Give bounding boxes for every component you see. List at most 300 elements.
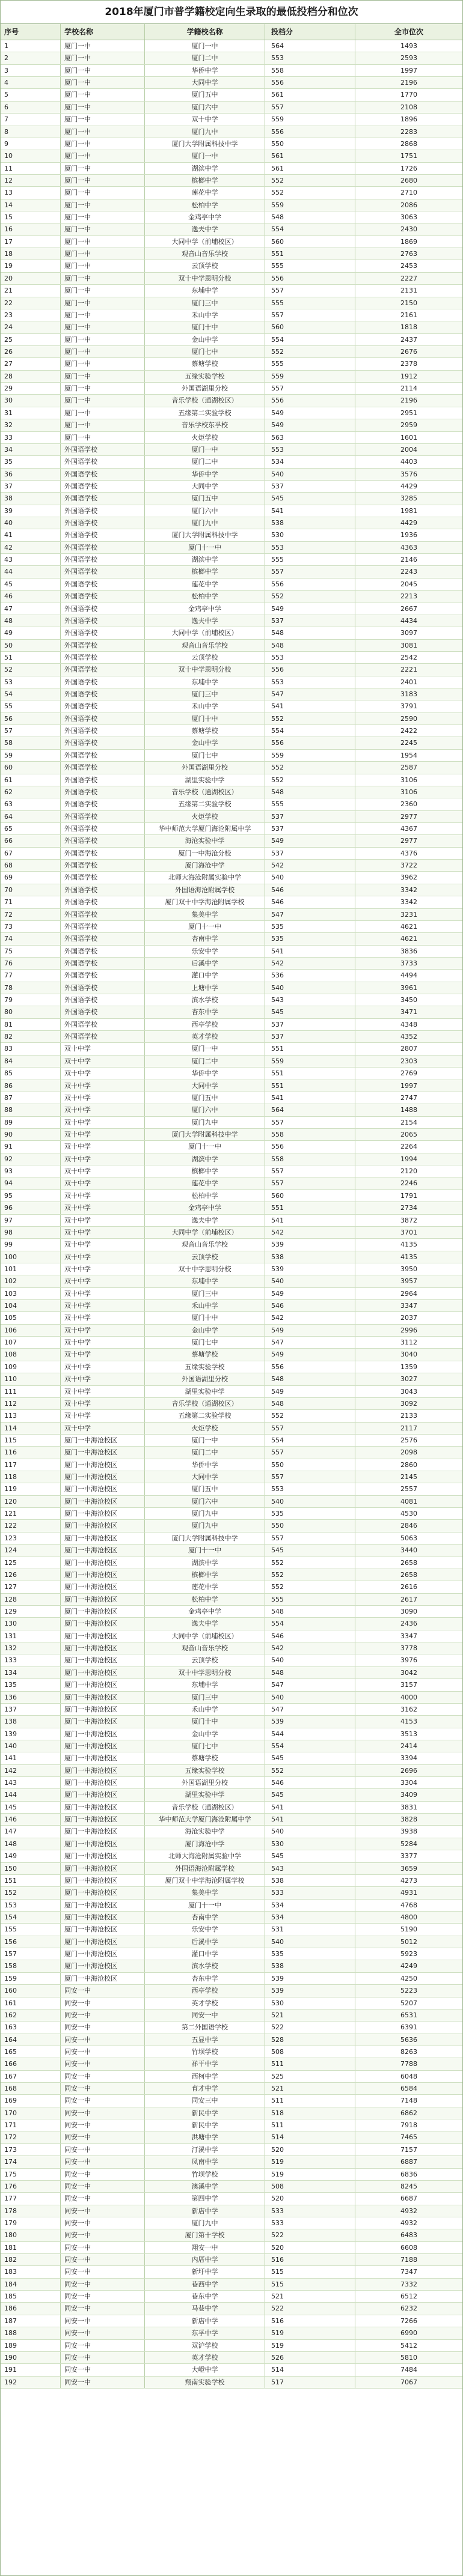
table-row (1, 591, 462, 603)
row-school: 外国语学校 (61, 456, 145, 467)
row-rank: 4273 (400, 1876, 417, 1885)
row-rank: 6531 (400, 2011, 417, 2019)
row-registered-school: 大同中学 (145, 481, 265, 492)
row-registered-school: 金鸡亭中学 (145, 1606, 265, 1617)
row-rank: 3440 (400, 1546, 417, 1555)
row-score: 553 (265, 676, 355, 688)
table-row (1, 872, 462, 884)
row-index: 71 (1, 896, 61, 908)
row-school: 厦门一中海沧校区 (61, 1887, 145, 1898)
row-index: 69 (1, 872, 61, 883)
row-school: 外国语学校 (61, 811, 145, 822)
row-registered-school: 音乐学校（通湖校区） (145, 786, 265, 798)
row-rank: 4403 (400, 458, 417, 466)
row-school: 厦门一中 (61, 223, 145, 235)
row-school: 厦门一中 (61, 211, 145, 223)
row-registered-school: 厦门一中 (145, 444, 265, 455)
table-row (1, 493, 462, 505)
row-index: 165 (1, 2046, 61, 2058)
row-rank: 3097 (400, 629, 417, 637)
row-index: 93 (1, 1165, 61, 1177)
row-score: 556 (265, 664, 355, 675)
row-school: 外国语学校 (61, 994, 145, 1006)
row-index: 97 (1, 1215, 61, 1226)
table-row (1, 1850, 462, 1862)
row-index: 86 (1, 1080, 61, 1092)
row-index: 121 (1, 1508, 61, 1519)
row-registered-school: 厦门双十中学海沧附属学校 (145, 896, 265, 908)
row-registered-school: 厦门一中海沧分校 (145, 848, 265, 859)
row-index: 118 (1, 1471, 61, 1483)
row-score: 515 (265, 2279, 355, 2290)
row-index: 120 (1, 1496, 61, 1507)
row-school: 厦门一中海沧校区 (61, 1545, 145, 1556)
row-index: 99 (1, 1239, 61, 1250)
col-header-school: 学校名称 (61, 24, 145, 40)
row-school: 双十中学 (61, 1165, 145, 1177)
row-score: 557 (265, 566, 355, 577)
row-registered-school: 厦门大学附属科技中学 (145, 529, 265, 541)
row-school: 外国语学校 (61, 860, 145, 871)
row-index: 70 (1, 884, 61, 896)
table-row (1, 994, 462, 1006)
row-score: 540 (265, 1826, 355, 1837)
row-rank: 2616 (400, 1583, 417, 1591)
row-registered-school: 音乐学校（通湖校区） (145, 1802, 265, 1813)
row-registered-school: 厦门二中 (145, 52, 265, 64)
row-rank: 2221 (400, 666, 417, 674)
table-row (1, 2377, 462, 2389)
row-rank: 1601 (400, 433, 417, 442)
row-score: 514 (265, 2364, 355, 2375)
row-school: 外国语学校 (61, 529, 145, 541)
row-registered-school: 湖滨中学 (145, 1153, 265, 1165)
row-score: 552 (265, 713, 355, 724)
table-row (1, 371, 462, 383)
row-school: 厦门一中海沧校区 (61, 1667, 145, 1678)
row-school: 厦门一中 (61, 199, 145, 211)
row-rank: 5810 (400, 2353, 417, 2362)
row-score: 542 (265, 958, 355, 969)
table-row (1, 1606, 462, 1618)
row-rank: 4530 (400, 1510, 417, 1518)
row-rank: 2245 (400, 739, 417, 747)
row-registered-school: 厦门三中 (145, 1692, 265, 1703)
row-index: 52 (1, 664, 61, 675)
row-score: 540 (265, 1936, 355, 1948)
row-school: 外国语学校 (61, 700, 145, 712)
row-rank: 4081 (400, 1497, 417, 1505)
row-rank: 7332 (400, 2280, 417, 2288)
row-index: 100 (1, 1251, 61, 1263)
row-registered-school: 新圩中学 (145, 2266, 265, 2277)
row-school: 同安一中 (61, 2254, 145, 2265)
row-registered-school: 大同中学（前埔校区） (145, 627, 265, 639)
table-row (1, 750, 462, 762)
row-index: 2 (1, 52, 61, 64)
row-rank: 2131 (400, 287, 417, 295)
row-score: 545 (265, 1850, 355, 1862)
row-school: 双十中学 (61, 1068, 145, 1079)
table-row (1, 835, 462, 847)
row-school: 外国语学校 (61, 896, 145, 908)
row-school: 同安一中 (61, 1997, 145, 2009)
row-score: 558 (265, 1153, 355, 1165)
row-registered-school: 翔南实验学校 (145, 2377, 265, 2388)
row-rank: 2868 (400, 139, 417, 148)
row-registered-school: 集美中学 (145, 1887, 265, 1898)
row-rank: 7067 (400, 2378, 417, 2386)
row-score: 555 (265, 1594, 355, 1605)
row-index: 18 (1, 248, 61, 260)
table-row (1, 529, 462, 541)
row-registered-school: 杏南中学 (145, 933, 265, 944)
row-rank: 3701 (400, 1228, 417, 1236)
row-index: 72 (1, 909, 61, 920)
table-row (1, 456, 462, 468)
row-index: 77 (1, 970, 61, 981)
row-score: 548 (265, 1606, 355, 1617)
row-rank: 1997 (400, 66, 417, 74)
row-rank: 2430 (400, 225, 417, 234)
row-registered-school: 松柏中学 (145, 591, 265, 602)
row-rank: 2283 (400, 127, 417, 136)
row-registered-school: 祥平中学 (145, 2058, 265, 2070)
row-registered-school: 厦门十一中 (145, 542, 265, 553)
row-score: 554 (265, 223, 355, 235)
row-school: 厦门一中 (61, 309, 145, 321)
table-row (1, 1483, 462, 1495)
row-index: 89 (1, 1117, 61, 1128)
row-index: 44 (1, 566, 61, 577)
table-row (1, 1740, 462, 1752)
row-rank: 6048 (400, 2072, 417, 2080)
table-row (1, 2217, 462, 2229)
row-rank: 2734 (400, 1204, 417, 1212)
row-score: 540 (265, 982, 355, 994)
table-row (1, 114, 462, 126)
row-school: 同安一中 (61, 2083, 145, 2094)
row-school: 外国语学校 (61, 946, 145, 957)
row-rank: 2959 (400, 421, 417, 430)
row-score: 556 (265, 126, 355, 138)
table-row (1, 1312, 462, 1324)
row-registered-school: 湖滨中学 (145, 1557, 265, 1569)
row-score: 528 (265, 2034, 355, 2046)
row-school: 厦门一中海沧校区 (61, 1654, 145, 1666)
row-registered-school: 厦门五中 (145, 1092, 265, 1104)
table-row (1, 1423, 462, 1435)
row-registered-school: 厦门十一中 (145, 1545, 265, 1556)
table-row (1, 163, 462, 175)
row-registered-school: 金鸡亭中学 (145, 1202, 265, 1214)
row-rank: 3976 (400, 1656, 417, 1665)
row-rank: 4621 (400, 922, 417, 931)
row-rank: 3042 (400, 1668, 417, 1677)
table-row (1, 1545, 462, 1557)
row-score: 517 (265, 2377, 355, 2388)
row-index: 33 (1, 432, 61, 443)
table-row (1, 1679, 462, 1691)
row-school: 双十中学 (61, 1202, 145, 1214)
row-school: 双十中学 (61, 1251, 145, 1263)
row-registered-school: 禾山中学 (145, 1300, 265, 1311)
row-index: 35 (1, 456, 61, 467)
row-school: 同安一中 (61, 2009, 145, 2021)
row-index: 178 (1, 2205, 61, 2217)
table-row (1, 615, 462, 627)
row-registered-school: 双十中学思明分校 (145, 1263, 265, 1275)
row-score: 553 (265, 1483, 355, 1495)
row-index: 38 (1, 493, 61, 504)
row-index: 57 (1, 725, 61, 737)
row-score: 549 (265, 1386, 355, 1397)
row-score: 534 (265, 456, 355, 467)
row-school: 厦门一中 (61, 65, 145, 76)
row-school: 厦门一中海沧校区 (61, 1594, 145, 1605)
row-index: 1 (1, 40, 61, 52)
row-registered-school: 西亭学校 (145, 1985, 265, 1996)
row-rank: 4135 (400, 1241, 417, 1249)
row-score: 514 (265, 2131, 355, 2143)
table-row (1, 1569, 462, 1581)
row-school: 外国语学校 (61, 774, 145, 786)
table-row (1, 2046, 462, 2058)
row-registered-school: 同安三中 (145, 2095, 265, 2106)
row-score: 543 (265, 1863, 355, 1874)
row-registered-school: 凤南中学 (145, 2156, 265, 2167)
row-index: 144 (1, 1789, 61, 1800)
row-rank: 6608 (400, 2243, 417, 2252)
row-index: 11 (1, 163, 61, 174)
row-score: 530 (265, 1838, 355, 1850)
row-rank: 5223 (400, 1987, 417, 1995)
row-score: 548 (265, 211, 355, 223)
row-score: 545 (265, 1006, 355, 1018)
row-index: 172 (1, 2131, 61, 2143)
row-index: 75 (1, 946, 61, 957)
row-rank: 4494 (400, 971, 417, 980)
table-row (1, 1789, 462, 1801)
row-index: 90 (1, 1129, 61, 1140)
row-registered-school: 厦门十中 (145, 321, 265, 333)
row-index: 177 (1, 2193, 61, 2204)
row-school: 同安一中 (61, 1985, 145, 1996)
row-school: 同安一中 (61, 2364, 145, 2375)
table-row (1, 1325, 462, 1337)
row-school: 外国语学校 (61, 652, 145, 663)
table-row (1, 2083, 462, 2095)
row-rank: 2658 (400, 1558, 417, 1567)
row-score: 519 (265, 2156, 355, 2167)
row-score: 545 (265, 1752, 355, 1764)
row-school: 厦门一中 (61, 52, 145, 64)
row-index: 30 (1, 395, 61, 406)
row-school: 同安一中 (61, 2022, 145, 2033)
row-registered-school: 竹坝学校 (145, 2046, 265, 2058)
row-school: 厦门一中海沧校区 (61, 1618, 145, 1629)
row-school: 厦门一中 (61, 187, 145, 198)
row-school: 双十中学 (61, 1300, 145, 1311)
row-rank: 7918 (400, 2121, 417, 2130)
row-score: 557 (265, 309, 355, 321)
row-index: 84 (1, 1056, 61, 1067)
row-score: 551 (265, 1043, 355, 1054)
row-school: 外国语学校 (61, 970, 145, 981)
row-registered-school: 华侨中学 (145, 1459, 265, 1471)
row-registered-school: 蔡塘学校 (145, 725, 265, 737)
row-score: 544 (265, 1728, 355, 1740)
row-index: 148 (1, 1838, 61, 1850)
row-rank: 3063 (400, 213, 417, 222)
row-registered-school: 云顶学校 (145, 260, 265, 272)
row-registered-school: 厦门二中 (145, 456, 265, 467)
table-row (1, 1496, 462, 1508)
row-score: 547 (265, 1704, 355, 1715)
row-registered-school: 杏东中学 (145, 1973, 265, 1984)
row-index: 76 (1, 958, 61, 969)
row-score: 547 (265, 909, 355, 920)
row-rank: 8245 (400, 2182, 417, 2190)
row-rank: 2045 (400, 580, 417, 588)
table-row (1, 1117, 462, 1129)
table-row (1, 1447, 462, 1459)
table-row (1, 1435, 462, 1447)
row-school: 同安一中 (61, 2107, 145, 2119)
row-registered-school: 内厝中学 (145, 2254, 265, 2265)
row-school: 外国语学校 (61, 615, 145, 627)
row-index: 40 (1, 517, 61, 529)
row-score: 554 (265, 1740, 355, 1752)
row-score: 547 (265, 688, 355, 700)
row-index: 62 (1, 786, 61, 798)
table-row (1, 1716, 462, 1728)
row-score: 538 (265, 1960, 355, 1972)
row-registered-school: 双沪学校 (145, 2340, 265, 2351)
row-index: 63 (1, 798, 61, 810)
row-registered-school: 滨水学校 (145, 1960, 265, 1972)
table-row (1, 1728, 462, 1740)
row-registered-school: 金山中学 (145, 334, 265, 345)
row-school: 厦门一中海沧校区 (61, 1630, 145, 1642)
row-score: 560 (265, 236, 355, 248)
row-score: 550 (265, 1520, 355, 1531)
row-index: 160 (1, 1985, 61, 1996)
row-rank: 1791 (400, 1191, 417, 1200)
row-rank: 1488 (400, 1106, 417, 1114)
row-school: 双十中学 (61, 1190, 145, 1201)
row-registered-school: 湖里实验中学 (145, 774, 265, 786)
row-registered-school: 松柏中学 (145, 199, 265, 211)
table-row (1, 2156, 462, 2168)
row-score: 557 (265, 1533, 355, 1544)
row-rank: 6391 (400, 2023, 417, 2032)
row-score: 540 (265, 1654, 355, 1666)
row-rank: 2676 (400, 347, 417, 356)
row-school: 双十中学 (61, 1129, 145, 1140)
row-rank: 3304 (400, 1779, 417, 1787)
row-school: 厦门一中 (61, 175, 145, 186)
row-registered-school: 双十中学 (145, 114, 265, 125)
row-rank: 3950 (400, 1265, 417, 1273)
row-school: 厦门一中海沧校区 (61, 1924, 145, 1935)
row-school: 厦门一中海沧校区 (61, 1679, 145, 1690)
row-registered-school: 第四中学 (145, 2193, 265, 2204)
row-school: 厦门一中海沧校区 (61, 1900, 145, 1911)
row-index: 153 (1, 1900, 61, 1911)
row-registered-school: 火炬学校 (145, 811, 265, 822)
row-score: 564 (265, 40, 355, 52)
row-registered-school: 厦门双十中学海沧附属学校 (145, 1875, 265, 1886)
row-score: 539 (265, 1973, 355, 1984)
row-rank: 2951 (400, 409, 417, 417)
row-registered-school: 金鸡亭中学 (145, 211, 265, 223)
row-index: 112 (1, 1398, 61, 1409)
row-score: 525 (265, 2071, 355, 2082)
row-rank: 3090 (400, 1608, 417, 1615)
row-index: 119 (1, 1483, 61, 1495)
row-registered-school: 厦门九中 (145, 1520, 265, 1531)
row-index: 83 (1, 1043, 61, 1054)
row-score: 521 (265, 2009, 355, 2021)
row-rank: 3394 (400, 1754, 417, 1763)
row-school: 同安一中 (61, 2169, 145, 2180)
table-row (1, 2352, 462, 2364)
row-registered-school: 厦门一中 (145, 40, 265, 52)
row-school: 厦门一中 (61, 150, 145, 162)
row-score: 548 (265, 640, 355, 651)
table-row (1, 187, 462, 199)
row-school: 厦门一中 (61, 321, 145, 333)
row-score: 522 (265, 2229, 355, 2241)
row-registered-school: 莲花中学 (145, 187, 265, 198)
row-school: 外国语学校 (61, 676, 145, 688)
row-index: 186 (1, 2303, 61, 2314)
row-school: 同安一中 (61, 2205, 145, 2217)
row-school: 厦门一中海沧校区 (61, 1483, 145, 1495)
row-school: 外国语学校 (61, 591, 145, 602)
row-registered-school: 火炬学校 (145, 1423, 265, 1434)
row-index: 25 (1, 334, 61, 345)
row-registered-school: 大同中学（前埔校区） (145, 1630, 265, 1642)
row-rank: 2769 (400, 1069, 417, 1078)
row-rank: 2303 (400, 1057, 417, 1065)
row-registered-school: 厦门六中 (145, 1104, 265, 1116)
table-row (1, 383, 462, 395)
row-school: 双十中学 (61, 1092, 145, 1104)
row-index: 117 (1, 1459, 61, 1471)
row-registered-school: 双十中学思明分校 (145, 1667, 265, 1678)
row-score: 539 (265, 1239, 355, 1250)
row-index: 189 (1, 2340, 61, 2351)
row-rank: 3576 (400, 470, 417, 478)
row-index: 17 (1, 236, 61, 248)
row-index: 34 (1, 444, 61, 455)
table-row (1, 713, 462, 725)
row-school: 外国语学校 (61, 737, 145, 749)
row-rank: 2414 (400, 1742, 417, 1750)
row-registered-school: 英才学校 (145, 1997, 265, 2009)
table-row (1, 1704, 462, 1716)
row-rank: 5923 (400, 1950, 417, 1958)
row-school: 同安一中 (61, 2181, 145, 2192)
row-index: 61 (1, 774, 61, 786)
row-rank: 5636 (400, 2035, 417, 2044)
row-score: 552 (265, 187, 355, 198)
row-score: 541 (265, 1814, 355, 1825)
row-school: 厦门一中 (61, 432, 145, 443)
row-index: 55 (1, 700, 61, 712)
